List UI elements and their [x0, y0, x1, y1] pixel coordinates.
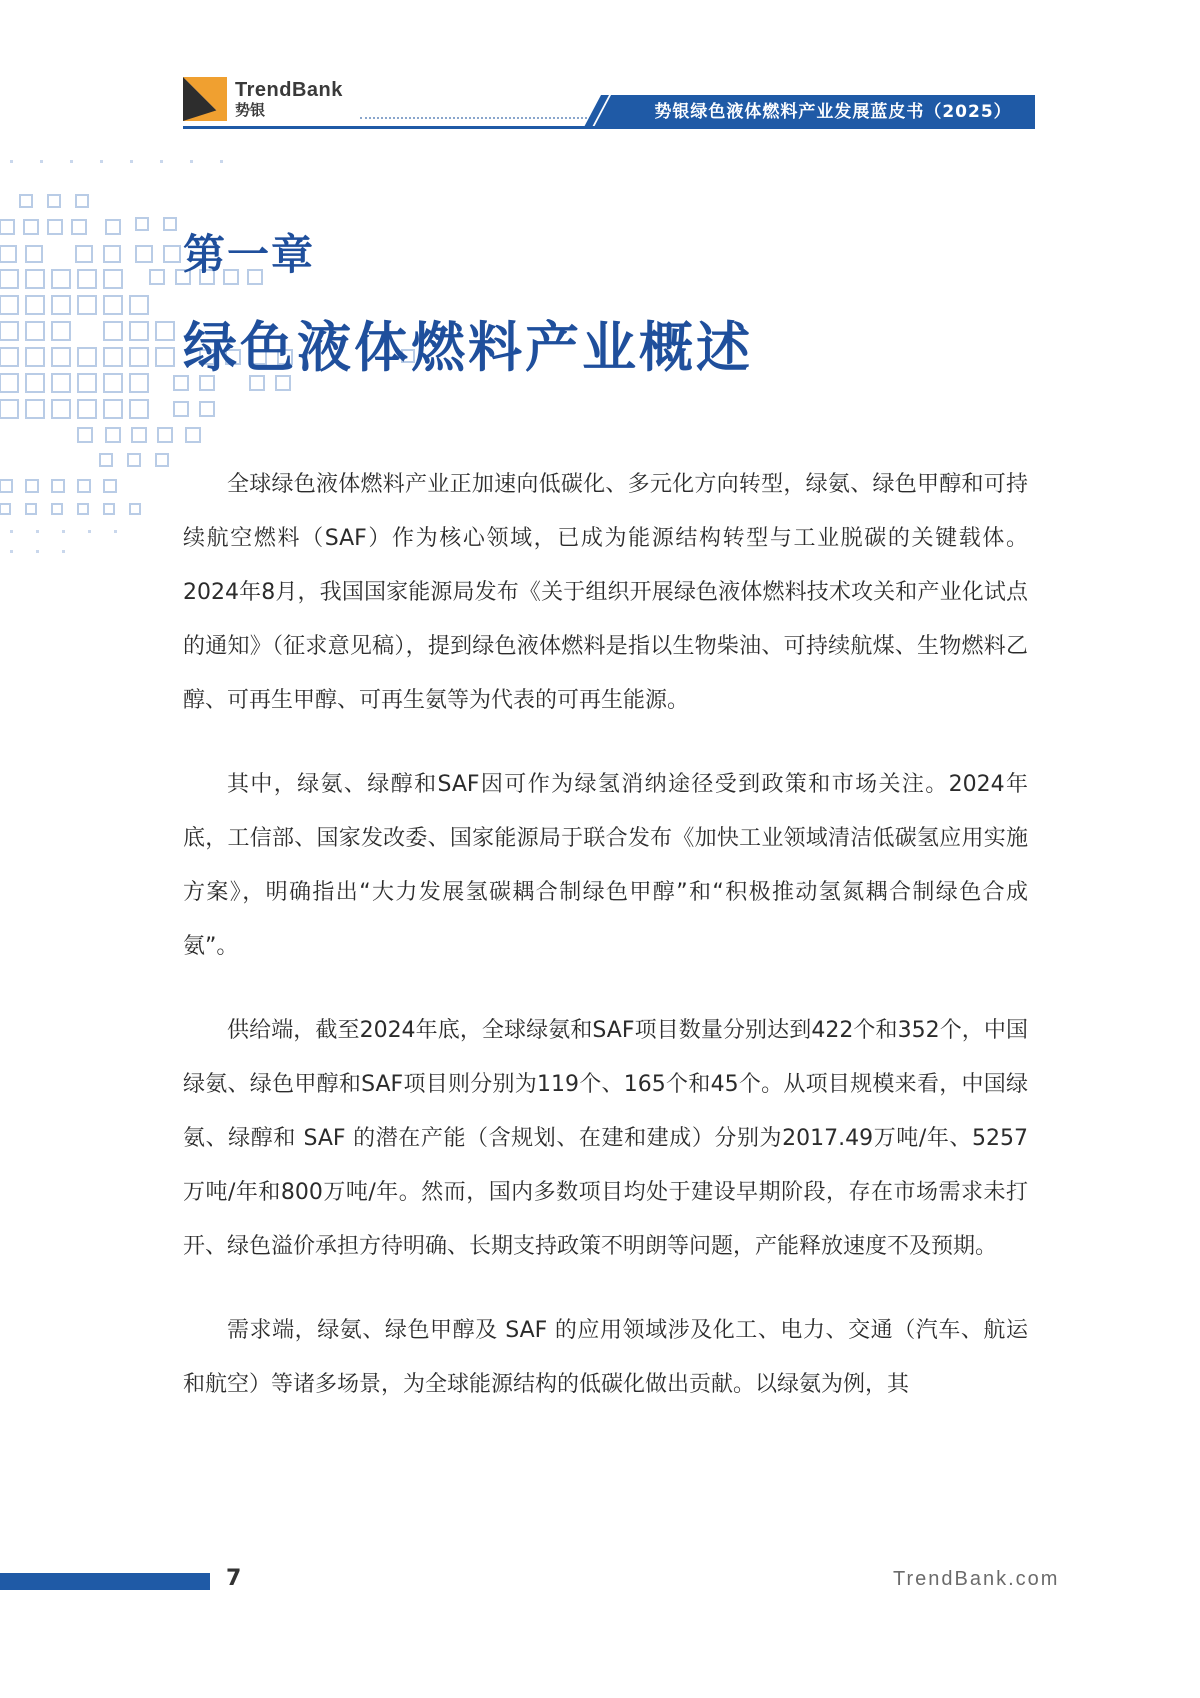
logo-wordmark-cn: 势银	[235, 102, 266, 119]
paragraph: 全球绿色液体燃料产业正加速向低碳化、多元化方向转型，绿氨、绿色甲醇和可持续航空燃料（SAF）作为核心领域，已成为能源结构转型与工业脱碳的关键载体。2024年8月，我国国家能源局发布《关于组织开展绿色液体燃料技术攻关和产业化试点的通知》（征求意见稿），提到绿色液体燃料是指以生物柴油、可持续航煤、生物燃料乙醇、可再生甲醇、可再生氨等为代表的可再生能源。	[183, 472, 1028, 713]
footer-accent-bar	[0, 1573, 210, 1590]
chapter-label: 第一章	[183, 230, 316, 279]
trendbank-logo	[183, 77, 363, 123]
logo-wordmark-en: TrendBank	[235, 79, 343, 101]
paragraph: 需求端，绿氨、绿色甲醇及 SAF 的应用领域涉及化工、电力、交通（汽车、航运和航空）等诸多场景，为全球能源结构的低碳化做出贡献。以绿氨为例，其	[183, 1318, 1028, 1397]
chapter-body	[183, 458, 1028, 1442]
paragraph: 其中，绿氨、绿醇和SAF因可作为绿氢消纳途径受到政策和市场关注。2024年底，工信部、国家发改委、国家能源局于联合发布《加快工业领域清洁低碳氢应用实施方案》，明确指出“大力发展氢碳耦合制绿色甲醇”和“积极推动氢氮耦合制绿色合成氨”。	[183, 772, 1028, 959]
header-dotted-line	[360, 117, 595, 119]
paragraph: 供给端，截至2024年底，全球绿氨和SAF项目数量分别达到422个和352个，中国绿氨、绿色甲醇和SAF项目则分别为119个、165个和45个。从项目规模来看，中国绿氨、绿醇和 SAF 的潜在产能（含规划、在建和建成）分别为2017.49万吨/年、5257万吨/年和800万吨/年。然而，国内多数项目均处于建设早期阶段，存在市场需求未打开、绿色溢价承担方待明确、长期支持政策不明朗等问题，产能释放速度不及预期。	[183, 1018, 1028, 1259]
chapter-title: 绿色液体燃料产业概述	[183, 316, 753, 379]
page-number: 7	[226, 1566, 242, 1591]
report-title-banner	[583, 95, 1035, 129]
footer-website: TrendBank.com	[893, 1568, 1060, 1590]
logo-mark-icon	[183, 77, 227, 121]
report-title: 势银绿色液体燃料产业发展蓝皮书（2025）	[654, 102, 1012, 122]
